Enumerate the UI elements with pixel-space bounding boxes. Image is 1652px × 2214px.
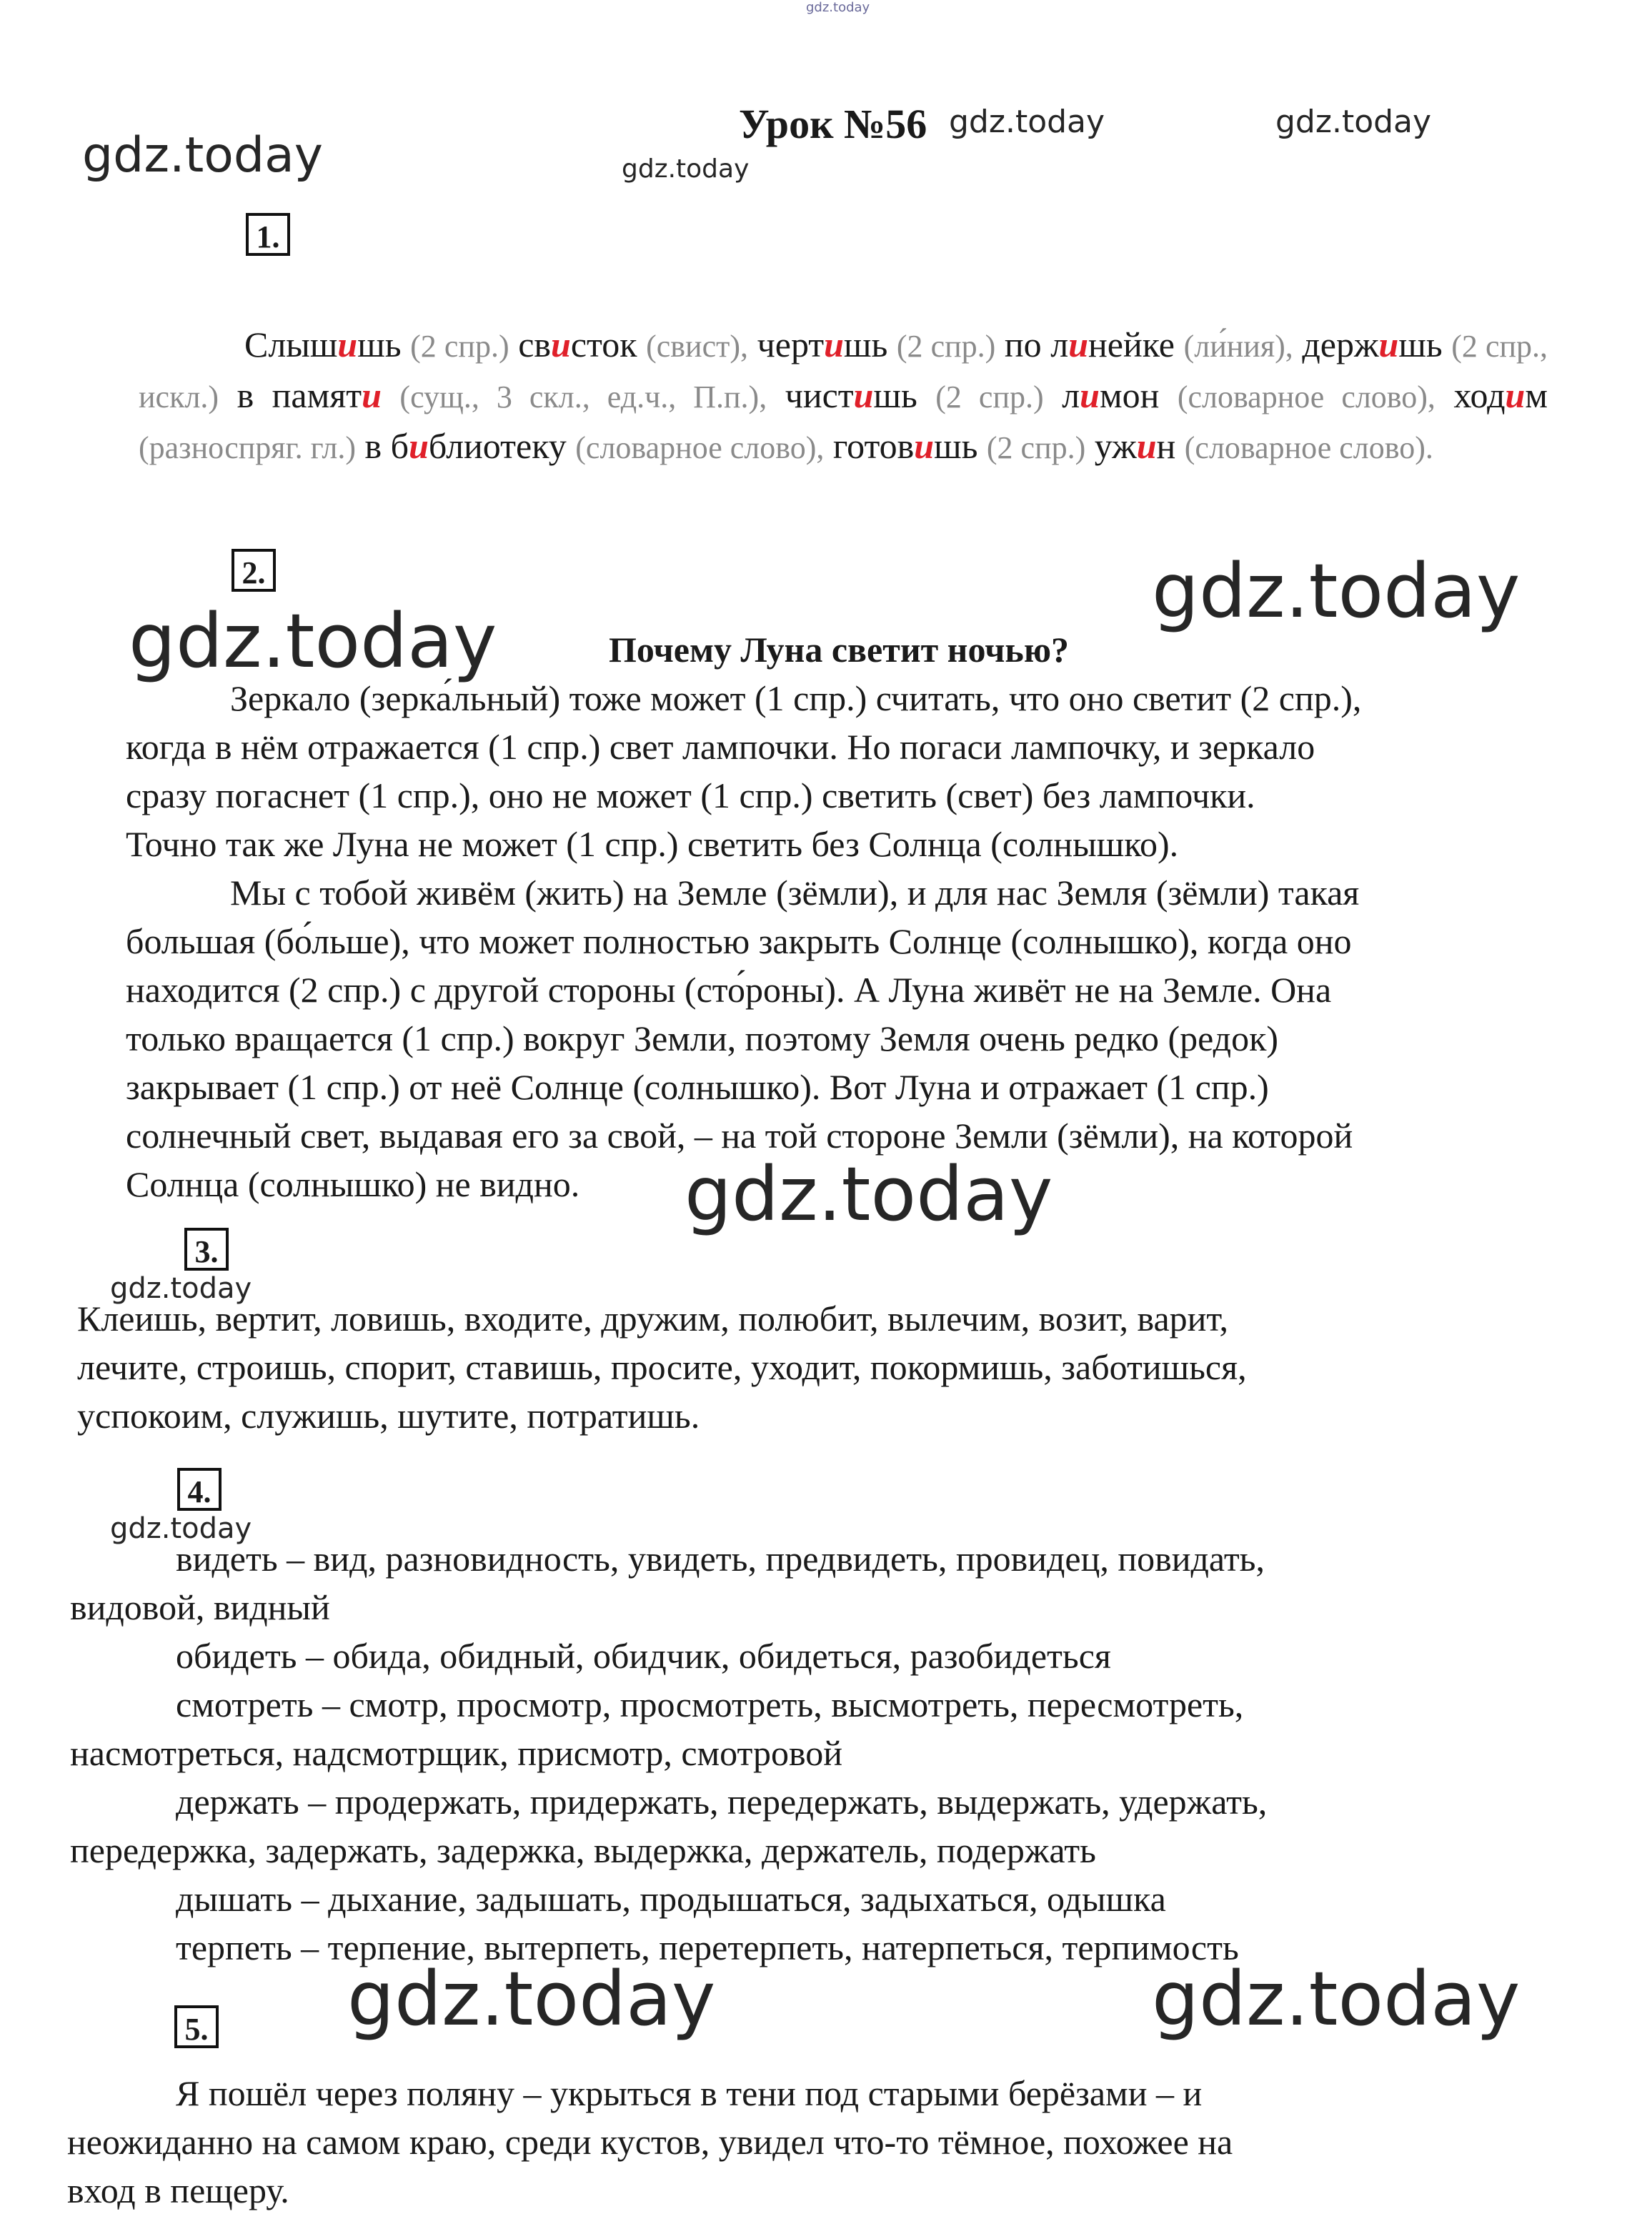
- text-line: Точно так же Луна не может (1 спр.) светить без Солнца (солнышко).: [126, 824, 1179, 864]
- exercise-1-text: Слышишь (2 спр.) свисток (свист), чертишь (2 спр.) по линейке (ли́ния), держишь (2 спр., искл.) в памяти (сущ., 3 скл., ед.ч., П.п.), чистишь (2 спр.) лимон (словарное слово), ходим (разноспряг. гл.) в библиотеку (словарное слово), готовишь (2 спр.) ужин (словарное слово).: [139, 324, 1548, 466]
- watermark: gdz.today: [685, 1151, 1053, 1238]
- text-line: большая (бо́льше), что может полностью закрыть Солнце (солнышко), когда оно: [126, 921, 1352, 961]
- text-line: Зеркало (зерка́льный) тоже может (1 спр.) считать, что оно светит (2 спр.),: [230, 678, 1362, 718]
- text-line: Клеишь, вертит, ловишь, входите, дружим, полюбит, вылечим, возит, варит,: [77, 1299, 1228, 1339]
- watermark: gdz.today: [347, 1955, 716, 2042]
- text-line: неожиданно на самом краю, среди кустов, увидел что-то тёмное, похожее на: [67, 2122, 1233, 2162]
- exercise-number: 1.: [246, 213, 290, 256]
- exercise-number: 2.: [232, 549, 276, 592]
- text-line: смотреть – смотр, просмотр, просмотреть, высмотреть, пересмотреть,: [176, 1684, 1244, 1724]
- text-line: лечите, строишь, спорит, ставишь, просите, уходит, покормишь, заботишься,: [77, 1347, 1247, 1387]
- text-line: терпеть – терпение, вытерпеть, перетерпеть, натерпеться, терпимость: [176, 1927, 1239, 1967]
- exercise-2-heading: Почему Луна светит ночью?: [609, 630, 1070, 670]
- text-line: успокоим, служишь, шутите, потратишь.: [77, 1396, 700, 1436]
- text-line: видовой, видный: [70, 1587, 330, 1627]
- text-line: обидеть – обида, обидный, обидчик, обидеться, разобидеться: [176, 1636, 1111, 1676]
- text-line: дышать – дыхание, задышать, продышаться, задыхаться, одышка: [176, 1879, 1166, 1919]
- watermark: gdz.today: [110, 1272, 252, 1305]
- watermark: gdz.today: [1152, 547, 1521, 635]
- exercise-number: 3.: [184, 1228, 229, 1271]
- watermark: gdz.today: [1152, 1955, 1521, 2042]
- text-line: находится (2 спр.) с другой стороны (сто́роны). А Луна живёт не на Земле. Она: [126, 970, 1332, 1010]
- text-line: Я пошёл через поляну – укрыться в тени под старыми берёзами – и: [176, 2073, 1203, 2113]
- text-line: держать – продержать, придержать, передержать, выдержать, удержать,: [176, 1782, 1268, 1822]
- text-line: закрывает (1 спр.) от неё Солнце (солнышко). Вот Луна и отражает (1 спр.): [126, 1067, 1269, 1107]
- exercise-number: 5.: [174, 2005, 219, 2048]
- text-line: передержка, задержать, задержка, выдержка, держатель, подержать: [70, 1830, 1096, 1870]
- watermark: gdz.today: [82, 127, 323, 184]
- text-line: вход в пещеру.: [67, 2170, 289, 2210]
- text-line: видеть – вид, разновидность, увидеть, предвидеть, провидец, повидать,: [176, 1539, 1265, 1579]
- exercise-number: 4.: [177, 1468, 222, 1511]
- text-line: Мы с тобой живём (жить) на Земле (зёмли), и для нас Земля (зёмли) такая: [230, 873, 1360, 913]
- watermark: gdz.today: [129, 597, 497, 685]
- watermark: gdz.today: [949, 104, 1105, 140]
- watermark: gdz.today: [1275, 104, 1432, 140]
- text-line: насмотреться, надсмотрщик, присмотр, смотровой: [70, 1733, 843, 1773]
- watermark: gdz.today: [110, 1512, 252, 1545]
- text-line: только вращается (1 спр.) вокруг Земли, поэтому Земля очень редко (редок): [126, 1018, 1279, 1058]
- text-line: Солнца (солнышко) не видно.: [126, 1164, 580, 1204]
- text-line: сразу погаснет (1 спр.), оно не может (1 спр.) светить (свет) без лампочки.: [126, 775, 1255, 815]
- watermark: gdz.today: [622, 154, 750, 184]
- page-title: Урок №56: [739, 101, 927, 147]
- watermark: gdz.today: [806, 0, 870, 15]
- text-line: солнечный свет, выдавая его за свой, – на той стороне Земли (зёмли), на которой: [126, 1116, 1353, 1156]
- text-line: когда в нём отражается (1 спр.) свет лампочки. Но погаси лампочку, и зеркало: [126, 727, 1315, 767]
